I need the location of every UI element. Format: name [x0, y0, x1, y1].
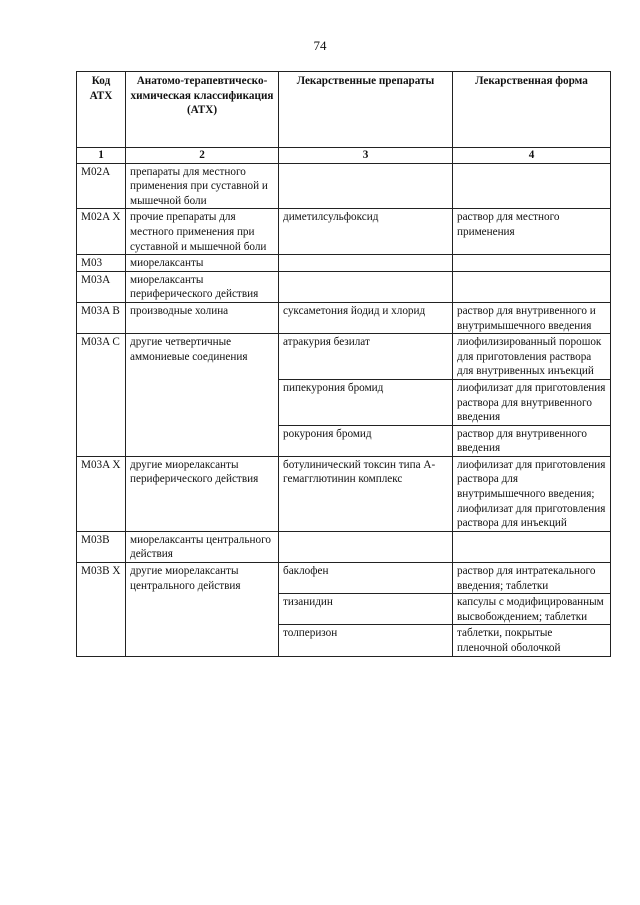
- drug-name-cell: [279, 163, 453, 209]
- atx-code-cell: M03B: [77, 531, 126, 562]
- atx-classification-cell: миорелаксанты центрального действия: [126, 531, 279, 562]
- header-row: [77, 72, 611, 148]
- dosage-form-cell: [453, 255, 611, 272]
- atx-code-cell: M03: [77, 255, 126, 272]
- table-body: [77, 148, 611, 657]
- header-drugs: Лекарственные препараты: [279, 72, 453, 148]
- atx-code-cell: M03A: [77, 271, 126, 302]
- column-numbers-row: [77, 148, 611, 164]
- table-row: [77, 456, 611, 531]
- drug-name-cell: атракурия безилат: [279, 334, 453, 380]
- atx-classification-cell: другие миорелаксанты центрального действия: [126, 563, 279, 657]
- dosage-form-cell: [453, 163, 611, 209]
- column-number: 4: [453, 148, 611, 164]
- header-atx-code: Код АТХ: [77, 72, 126, 148]
- drug-name-cell: [279, 531, 453, 562]
- atx-table: [76, 71, 611, 657]
- atx-classification-cell: препараты для местного применения при суставной и мышечной боли: [126, 163, 279, 209]
- atx-code-cell: M03A B: [77, 302, 126, 333]
- atx-classification-cell: миорелаксанты: [126, 255, 279, 272]
- drug-name-cell: пипекурония бромид: [279, 379, 453, 425]
- dosage-form-cell: лиофилизированный порошок для приготовления раствора для внутривенных инъекций: [453, 334, 611, 380]
- header-atx-classification: Анатомо-терапевтическо-химическая классификация (АТХ): [126, 72, 279, 148]
- atx-classification-cell: другие четвертичные аммониевые соединения: [126, 334, 279, 457]
- table-row: [77, 334, 611, 380]
- drug-name-cell: суксаметония йодид и хлорид: [279, 302, 453, 333]
- column-number: 1: [77, 148, 126, 164]
- atx-classification-cell: другие миорелаксанты периферического действия: [126, 456, 279, 531]
- atx-classification-cell: производные холина: [126, 302, 279, 333]
- drug-name-cell: тизанидин: [279, 594, 453, 625]
- dosage-form-cell: раствор для внутривенного и внутримышечного введения: [453, 302, 611, 333]
- drug-name-cell: баклофен: [279, 563, 453, 594]
- table-row: [77, 255, 611, 272]
- atx-code-cell: M02A: [77, 163, 126, 209]
- dosage-form-cell: раствор для местного применения: [453, 209, 611, 255]
- drug-name-cell: диметилсульфоксид: [279, 209, 453, 255]
- dosage-form-cell: раствор для интратекального введения; таблетки: [453, 563, 611, 594]
- atx-classification-cell: прочие препараты для местного применения при суставной и мышечной боли: [126, 209, 279, 255]
- table-row: [77, 163, 611, 209]
- atx-classification-cell: миорелаксанты периферического действия: [126, 271, 279, 302]
- table-row: [77, 271, 611, 302]
- atx-code-cell: M03B X: [77, 563, 126, 657]
- table-row: [77, 563, 611, 594]
- drug-name-cell: ботулинический токсин типа А-гемагглютинин комплекс: [279, 456, 453, 531]
- drug-name-cell: [279, 271, 453, 302]
- table-row: [77, 302, 611, 333]
- drug-name-cell: толперизон: [279, 625, 453, 656]
- atx-code-cell: M02A X: [77, 209, 126, 255]
- table-row: [77, 531, 611, 562]
- column-number: 3: [279, 148, 453, 164]
- dosage-form-cell: лиофилизат для приготовления раствора для внутривенного введения: [453, 379, 611, 425]
- dosage-form-cell: [453, 531, 611, 562]
- column-number: 2: [126, 148, 279, 164]
- dosage-form-cell: капсулы с модифицированным высвобождением; таблетки: [453, 594, 611, 625]
- page-number: 74: [313, 38, 327, 53]
- header-dosage-form: Лекарственная форма: [453, 72, 611, 148]
- atx-code-cell: M03A C: [77, 334, 126, 457]
- dosage-form-cell: [453, 271, 611, 302]
- atx-code-cell: M03A X: [77, 456, 126, 531]
- table-row: [77, 209, 611, 255]
- dosage-form-cell: таблетки, покрытые пленочной оболочкой: [453, 625, 611, 656]
- dosage-form-cell: лиофилизат для приготовления раствора для внутримышечного введения; лиофилизат для приготовления раствора для инъекций: [453, 456, 611, 531]
- dosage-form-cell: раствор для внутривенного введения: [453, 425, 611, 456]
- drug-name-cell: [279, 255, 453, 272]
- drug-name-cell: рокурония бромид: [279, 425, 453, 456]
